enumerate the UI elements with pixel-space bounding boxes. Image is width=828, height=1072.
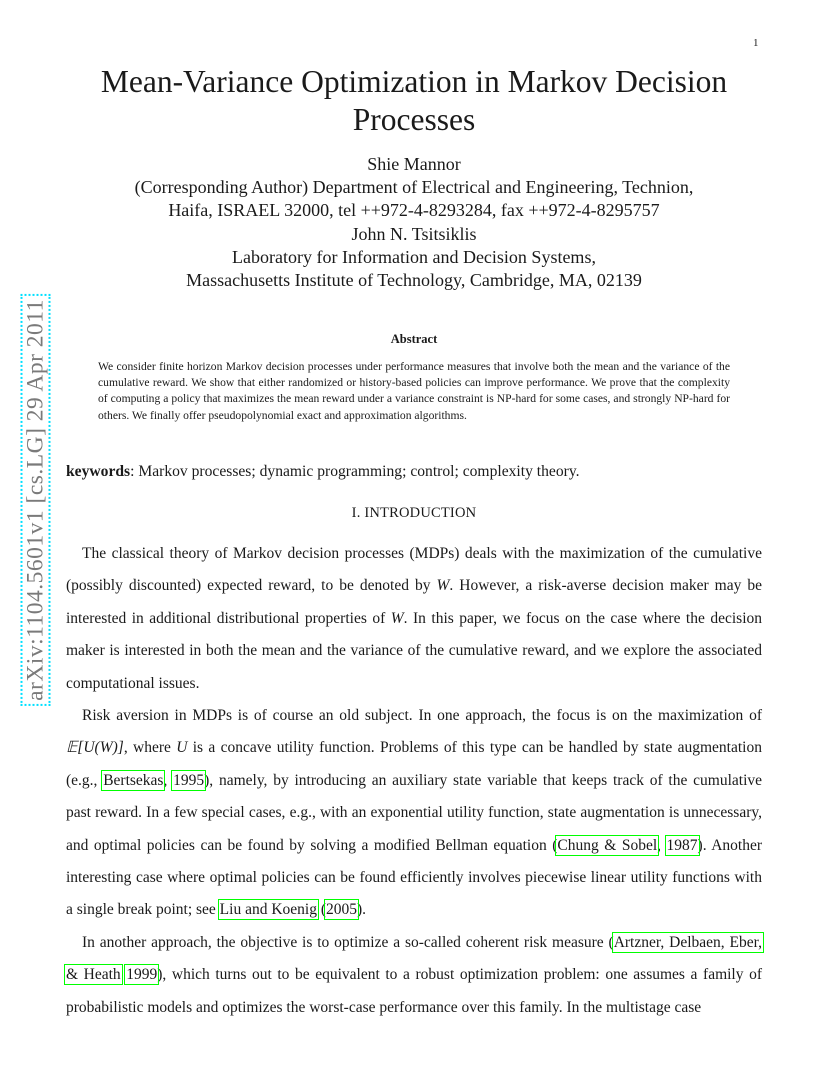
text-run: ). bbox=[357, 901, 367, 919]
text-run: , where bbox=[123, 739, 177, 757]
section-title-rest: NTRODUCTION bbox=[369, 505, 477, 521]
abstract-heading: Abstract bbox=[390, 332, 438, 346]
author-name-2: John N. Tsitsiklis bbox=[351, 223, 477, 244]
text-run: In another approach, the objective is to optimize a so-called coherent risk measure ( bbox=[82, 933, 614, 951]
section-number: I. bbox=[351, 505, 365, 521]
section-title-initial: I bbox=[364, 505, 370, 521]
author-institution-2: Massachusetts Institute of Technology, Cambridge, MA, 02139 bbox=[186, 270, 642, 291]
abstract-text: We consider finite horizon Markov decision processes under performance measures that involve both the mean and the variance of the cumulative reward. We show that either randomized or history-based policies can improve performance. We prove that the complexity of computing a policy that maximizes the mean reward under a variance constraint is NP-hard for some cases, and strongly NP-hard for others. We finally offer pseudopolynomial exact and approximation algorithms. bbox=[98, 360, 730, 422]
keywords-label: keywords bbox=[66, 463, 131, 480]
text-run: Risk aversion in MDPs is of course an old subject. In one approach, the focus is on the maximization of bbox=[82, 707, 762, 725]
citation-bertsekas-link[interactable]: Bertsekas bbox=[103, 771, 164, 789]
paragraph-2: Risk aversion in MDPs is of course an old subject. In one approach, the focus is on the maximization of 𝔼[U(W)], where U is a concave utility function. Problems of this type can be handled by state augmentation (e.g., Bertsekas, 1995), namely, by introducing an auxiliary state variable that keeps track of the cumulative past reward. In a few special cases, e.g., with an exponential utility function, state augmentation is unnecessary, and optimal policies can be found by solving a modified Bellman equation (Chung & Sobel, 1987). Another interesting case where optimal policies can be found efficiently involves piecewise linear utility functions with a single break point; see Liu and Koenig (2005). bbox=[66, 707, 763, 919]
title-line-1: Mean-Variance Optimization in Markov Decision bbox=[100, 64, 728, 99]
arxiv-identifier-link[interactable]: arXiv:1104.5601v1 [cs.LG] 29 Apr 2011 bbox=[21, 294, 51, 706]
text-run: . However, a risk-averse decision maker may be interested in additional distributional properties of bbox=[66, 577, 762, 627]
paragraph-1 bbox=[66, 538, 762, 700]
math-w: W bbox=[390, 609, 404, 627]
citation-artzner-link[interactable]: Artzner, Delbaen, Eber, & Heath bbox=[66, 933, 762, 984]
paragraph-3 bbox=[66, 927, 762, 1024]
citation-liu-koenig-link[interactable]: Liu and Koenig bbox=[219, 901, 317, 919]
keywords-line bbox=[66, 463, 580, 481]
text-run: is a concave utility function. Problems of this type can be handled by state augmentation (e.g., bbox=[66, 739, 762, 789]
math-u: U bbox=[176, 739, 188, 757]
text-run: ), which turns out to be equivalent to a robust optimization problem: one assumes a family of probabilistic models and optimizes the worst-case performance over this family. In the multistage case bbox=[66, 966, 762, 1016]
arxiv-identifier-sidebar[interactable] bbox=[23, 294, 50, 706]
text-run: The classical theory of Markov decision processes (MDPs) deals with the maximization of the cumulative (possibly discounted) expected reward, to be denoted by bbox=[66, 545, 762, 595]
section-heading-introduction bbox=[0, 505, 828, 522]
page-number: 1 bbox=[753, 37, 759, 49]
author-affiliation-2: Laboratory for Information and Decision Systems, bbox=[232, 246, 596, 267]
author-name-1: Shie Mannor bbox=[367, 154, 461, 174]
author-affiliation-1: (Corresponding Author) Department of Electrical and Engineering, Technion, bbox=[134, 177, 694, 198]
math-w: W bbox=[436, 577, 450, 595]
introduction-body bbox=[66, 538, 762, 1024]
title-line-2: Processes bbox=[352, 102, 476, 137]
text-run: ), namely, by introducing an auxiliary state variable that keeps track of the cumulative past reward. In a few special cases, e.g., with an exponential utility function, state augmentation is unnecessary, and optimal policies can be found by solving a modified Bellman equation ( bbox=[66, 771, 763, 854]
paper-title bbox=[0, 63, 828, 139]
math-expectation: 𝔼[U(W)] bbox=[66, 739, 124, 757]
author-block bbox=[0, 153, 828, 292]
citation-chung-sobel-year-link[interactable]: 1987 bbox=[666, 836, 698, 854]
citation-chung-sobel-link[interactable]: Chung & Sobel bbox=[557, 836, 658, 854]
citation-liu-koenig-year-link[interactable]: 2005 bbox=[326, 901, 358, 919]
author-contact-1: Haifa, ISRAEL 32000, tel ++972-4-8293284, fax ++972-4-8295757 bbox=[168, 200, 660, 221]
text-run: ). Another interesting case where optimal policies can be found efficiently involves piecewise linear utility functions with a single break point; see bbox=[66, 836, 763, 919]
citation-artzner-year-link[interactable]: 1999 bbox=[126, 966, 158, 984]
keywords-text: : Markov processes; dynamic programming; control; complexity theory. bbox=[130, 463, 580, 480]
text-run: . In this paper, we focus on the case where the decision maker is interested in both the mean and the variance of the cumulative reward, and we explore the associated computational issues. bbox=[66, 609, 762, 692]
citation-bertsekas-year-link[interactable]: 1995 bbox=[173, 771, 205, 789]
